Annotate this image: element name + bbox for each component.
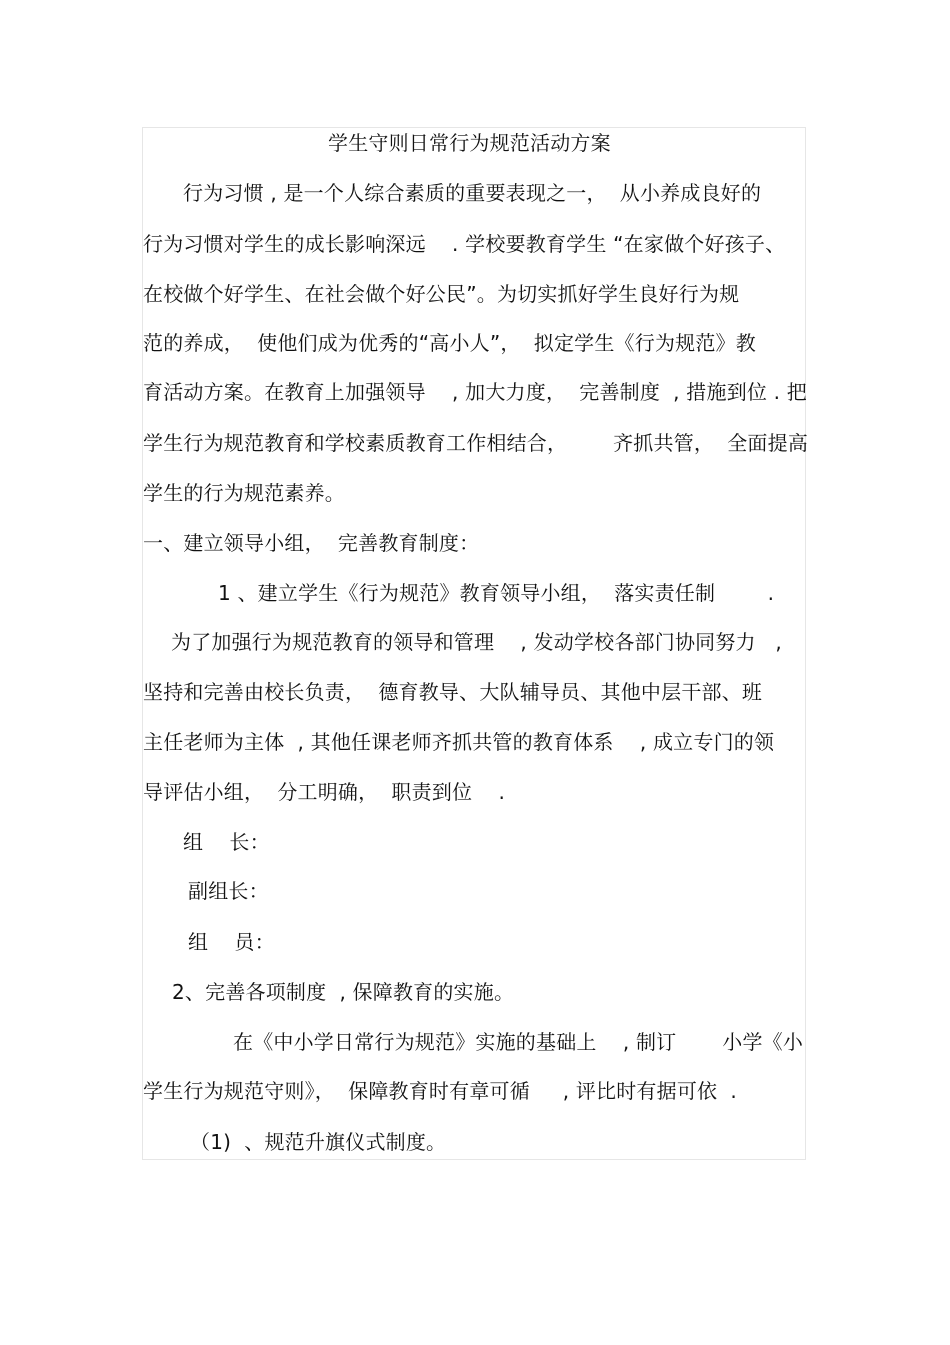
group-member-label: 组 员： [188,930,275,954]
paragraph-line-3: 在校做个好学生、在社会做个好公民”。为切实抓好学生良好行为规 [143,282,740,306]
paragraph-line-5: 育活动方案。在教育上加强领导 , 加大力度， 完善制度 , 措施到位 . 把 [143,380,807,404]
deputy-leader-label: 副组长： [188,879,269,903]
group-leader-label: 组 长： [183,830,270,854]
section-heading-1: 一、建立领导小组， 完善教育制度： [143,531,480,555]
document-title: 学生守则日常行为规范活动方案 [328,131,611,155]
paragraph-line-6: 学生行为规范教育和学校素质教育工作相结合， 齐抓共管， 全面提高 [143,431,809,455]
paragraph-line-11: 导评估小组， 分工明确， 职责到位 . [143,780,506,804]
paragraph-line-7: 学生的行为规范素养。 [143,481,345,505]
paragraph-line-12: 在《中小学日常行为规范》实施的基础上 , 制订 小学《小 [233,1030,804,1054]
paragraph-line-8: 为了加强行为规范教育的领导和管理 , 发动学校各部门协同努力 , [171,630,782,654]
subsection-heading-1: 1 、建立学生《行为规范》教育领导小组， 落实责任制 . [218,581,775,605]
paragraph-line-10: 主任老师为主体 , 其他任课老师齐抓共管的教育体系 , 成立专门的领 [143,730,775,754]
paragraph-line-13: 学生行为规范守则》， 保障教育时有章可循 , 评比时有据可依 . [143,1079,737,1103]
paragraph-line-4: 范的养成， 使他们成为优秀的“高小人”， 拟定学生《行为规范》教 [143,331,756,355]
list-item-1: （1) 、规范升旗仪式制度。 [190,1130,447,1154]
paragraph-line-2: 行为习惯对学生的成长影响深远 . 学校要教育学生 “在家做个好孩子、 [143,232,786,256]
paragraph-line-1: 行为习惯 , 是一个人综合素质的重要表现之一， 从小养成良好的 [183,181,762,205]
paragraph-line-9: 坚持和完善由校长负责， 德育教导、大队辅导员、其他中层干部、班 [143,680,763,704]
subsection-heading-2: 2、完善各项制度 , 保障教育的实施。 [172,980,515,1004]
